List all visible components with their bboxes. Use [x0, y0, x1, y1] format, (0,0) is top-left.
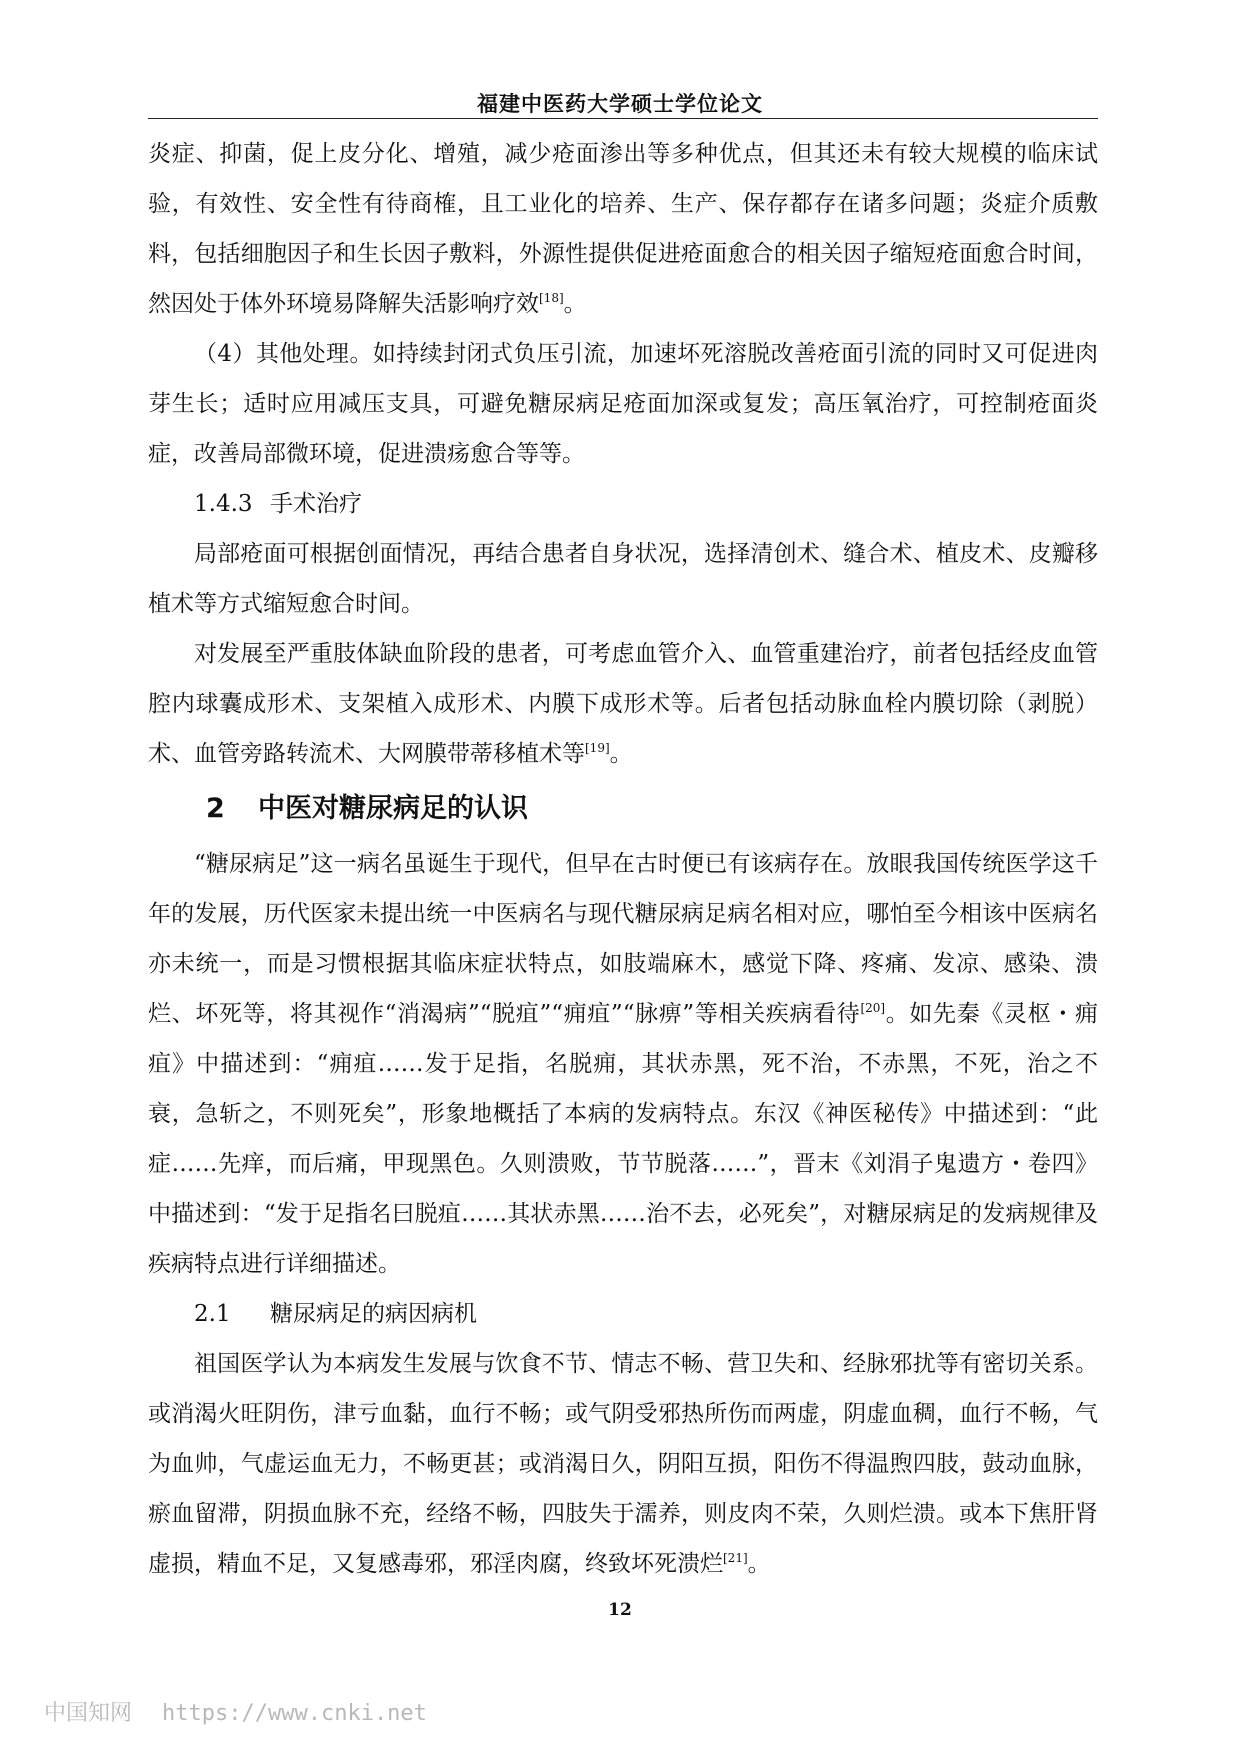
- cnki-watermark: [44, 1696, 427, 1727]
- section-number: 2: [206, 793, 225, 824]
- running-header-title: 福建中医药大学硕士学位论文: [477, 91, 763, 116]
- paragraph-etiology: [148, 1339, 1098, 1589]
- header-divider: [148, 118, 1098, 119]
- section-2-heading: [148, 779, 1098, 839]
- paragraph-dressings: [148, 129, 1098, 329]
- section-title: 手术治疗: [270, 491, 362, 517]
- paragraph-local-wound: 局部疮面可根据创面情况，再结合患者自身状况，选择清创术、缝合术、植皮术、皮瓣移植术等方式缩短愈合时间。: [148, 541, 1098, 617]
- citation-20: [20]: [860, 1001, 886, 1015]
- watermark-name: 中国知网: [44, 1701, 133, 1726]
- section-1-4-3-heading: [148, 479, 1098, 529]
- paragraph-text-continued: 。如先秦《灵枢・痈疽》中描述到：“痈疽……发于足指，名脱痈，其状赤黑，死不治，不赤黑，不死，治之不衰，急斩之，不则死矣”，形象地概括了本病的发病特点。东汉《神医秘传》中描述到：“此症……先痒，而后痛，甲现黑色。久则溃败，节节脱落……”，晋末《刘涓子鬼遗方・卷四》中描述到：“发于足指名曰脱疽……其状赤黑……治不去，必死矣”，对糖尿病足的发病规律及疾病特点进行详细描述。: [148, 1001, 1098, 1277]
- paragraph-end: 。: [747, 1551, 771, 1577]
- paragraph-tcm-history: [148, 839, 1098, 1289]
- page-number: 12: [608, 1600, 632, 1620]
- citation-18: [18]: [539, 291, 564, 305]
- section-title: 中医对糖尿病足的认识: [258, 793, 528, 824]
- paragraph-end: 。: [563, 291, 587, 317]
- paragraph-vascular: [148, 629, 1098, 779]
- paragraph-other-treatments: （4）其他处理。如持续封闭式负压引流，加速坏死溶脱改善疮面引流的同时又可促进肉芽生长；适时应用减压支具，可避免糖尿病足疮面加深或复发；高压氧治疗，可控制疮面炎症，改善局部微环境，促进溃疡愈合等等。: [148, 341, 1098, 467]
- section-number: 2.1: [194, 1301, 231, 1327]
- paragraph-end: 。: [609, 741, 633, 767]
- section-title: 糖尿病足的病因病机: [270, 1301, 477, 1327]
- paragraph-text: 炎症、抑菌，促上皮分化、增殖，减少疮面渗出等多种优点，但其还未有较大规模的临床试验，有效性、安全性有待商榷，且工业化的培养、生产、保存都存在诸多问题；炎症介质敷料，包括细胞因子和生长因子敷料，外源性提供促进疮面愈合的相关因子缩短疮面愈合时间，然因处于体外环境易降解失活影响疗效: [148, 141, 1098, 317]
- paragraph-text: 祖国医学认为本病发生发展与饮食不节、情志不畅、营卫失和、经脉邪扰等有密切关系。或消渴火旺阴伤，津亏血黏，血行不畅；或气阴受邪热所伤而两虚，阴虚血稠，血行不畅，气为血帅，气虚运血无力，不畅更甚；或消渴日久，阴阳互损，阳伤不得温煦四肢，鼓动血脉，瘀血留滞，阴损血脉不充，经络不畅，四肢失于濡养，则皮肉不荣，久则烂溃。或本下焦肝肾虚损，精血不足，又复感毒邪，邪淫肉腐，终致坏死溃烂: [148, 1351, 1098, 1577]
- paragraph-text: 对发展至严重肢体缺血阶段的患者，可考虑血管介入、血管重建治疗，前者包括经皮血管腔内球囊成形术、支架植入成形术、内膜下成形术等。后者包括动脉血栓内膜切除（剥脱）术、血管旁路转流术、大网膜带蒂移植术等: [148, 641, 1098, 767]
- body-text: [148, 129, 1098, 1589]
- section-2-1-heading: [148, 1289, 1098, 1339]
- citation-19: [19]: [585, 741, 610, 755]
- section-number: 1.4.3: [194, 491, 253, 517]
- citation-21: [21]: [723, 1551, 748, 1565]
- watermark-url: https://www.cnki.net: [162, 1701, 427, 1726]
- paragraph-text: “糖尿病足”这一病名虽诞生于现代，但早在古时便已有该病存在。放眼我国传统医学这千年的发展，历代医家未提出统一中医病名与现代糖尿病足病名相对应，哪怕至今相该中医病名亦未统一，而是习惯根据其临床症状特点，如肢端麻木，感觉下降、疼痛、发凉、感染、溃烂、坏死等，将其视作“消渴病”“脱疽”“痈疽”“脉痹”等相关疾病看待: [148, 851, 1098, 1027]
